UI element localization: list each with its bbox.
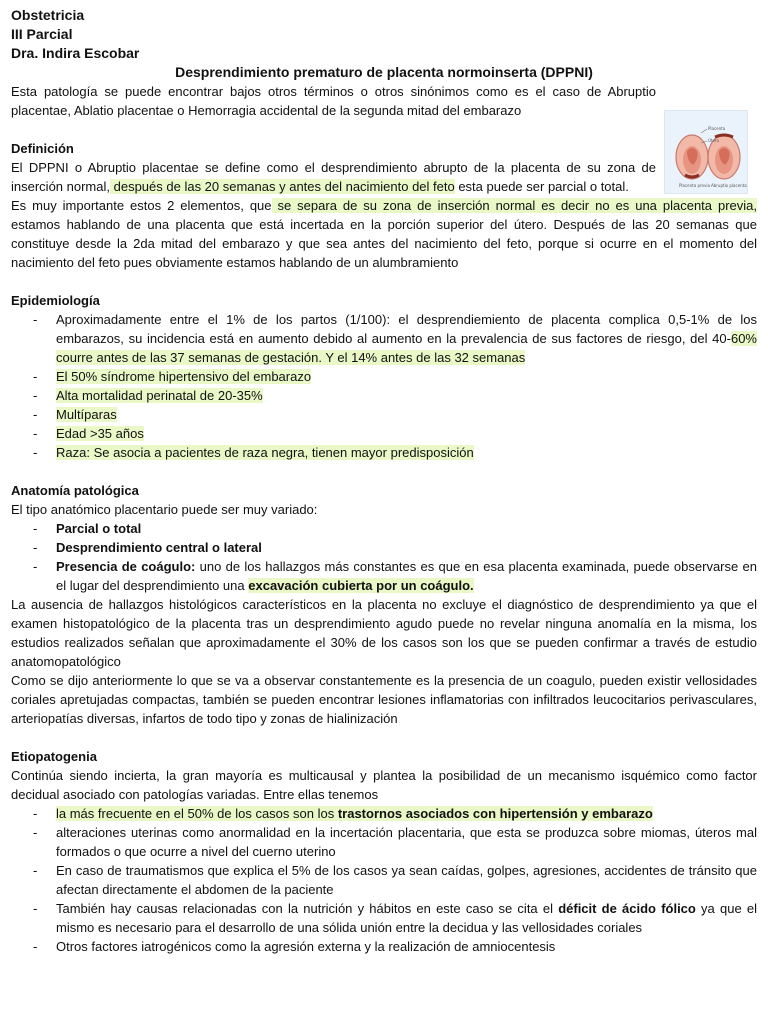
figure-caption-a: Placenta previa [679, 183, 710, 188]
text-span: la más frecuente en el 50% de los casos son los [56, 806, 338, 821]
text-span: estamos hablando de una placenta que está incertada en la porción superior del útero. Después de las 20 semanas que constituye desde la 2da mitad del embarazo y que sea antes del nacimiento del feto, porque si ocurre en el momento del nacimiento del feto pues obviamente estamos hablando de un alumbramiento [11, 217, 757, 270]
section-heading-anatomia: Anatomía patológica [11, 483, 139, 498]
section-heading-definicion: Definición [11, 141, 74, 156]
text-span: esta puede ser parcial o total. [454, 179, 629, 194]
highlight-span: se separa de su zona de inserción normal es decir no es una placenta previa, [271, 198, 757, 213]
etiology-lead: Continúa siendo incierta, la gran mayoría es multicausal y plantea la posibilidad de un mecanismo isquémico como factor decidual asociado con patologías variadas. Entre ellas tenemos [11, 768, 757, 802]
text-span: También hay causas relacionadas con la nutrición y hábitos en este caso se cita el [56, 901, 559, 916]
text-span: Aproximadamente entre el 1% de los partos (1/100): el desprendiemiento de placenta complica 0,5-1% de los embarazos, su incidencia está en aumento debido al aumento en la prevalencia de sus factores de riesgo, del 40- [56, 312, 757, 346]
list-item [11, 557, 757, 595]
list-item [11, 405, 757, 424]
section-heading-epidemiologia: Epidemiología [11, 293, 100, 308]
text-span: ya que el mismo es necesario para el desarrollo de una sólida unión entre la decidua y las vellosidades coriales [56, 901, 757, 935]
bold-text: Parcial o total [56, 521, 142, 536]
document-title: Desprendimiento prematuro de placenta normoinserta (DPPNI) [175, 64, 593, 80]
bold-text: Desprendimiento central o lateral [56, 540, 262, 555]
placenta-illustration [664, 110, 748, 194]
anatomy-paragraph-1: La ausencia de hallazgos histológicos característicos en la placenta no excluye el diagnóstico de desprendimiento ya que el examen histopatológico de la placenta tras un desprendimiento agudo puede no revelar ninguna anomalía en la misma, los estudios realizados señalan que aproximadamente el 30% de los casos son los que se pueden confirmar a través de estudio anatomopatológico [11, 597, 757, 669]
highlight-span: 60% courre antes de las 37 semanas de gestación. Y el 14% antes de las 32 semanas [56, 331, 757, 365]
list-item [11, 899, 757, 937]
list-item [11, 823, 757, 861]
partial-label: III Parcial [11, 26, 73, 42]
list-item [11, 310, 757, 367]
document-page [11, 6, 757, 956]
list-item [11, 804, 757, 823]
text-span: Otros factores iatrogénicos como la agresión externa y la realización de amniocentesis [56, 939, 556, 954]
list-item [11, 443, 757, 462]
highlight-span: después de las 20 semanas y antes del nacimiento del feto [110, 179, 455, 194]
highlight-span: Multíparas [56, 407, 117, 422]
definition-paragraph-2 [11, 196, 757, 272]
definition-paragraph-1 [11, 158, 656, 196]
figure-label-a: Placenta [708, 126, 726, 131]
list-item [11, 538, 757, 557]
bold-text: Presencia de coágulo: [56, 559, 196, 574]
figure-label-b: Útero [708, 138, 719, 143]
figure-caption-b: Abruptio placentae [711, 183, 747, 188]
text-span: Es muy importante estos 2 elementos, que [11, 198, 272, 213]
list-item [11, 367, 757, 386]
highlight-span: El 50% síndrome hipertensivo del embarazo [56, 369, 312, 384]
anatomy-list [11, 519, 757, 595]
anatomy-lead: El tipo anatómico placentario puede ser muy variado: [11, 502, 318, 517]
highlight-span [56, 806, 653, 821]
list-item [11, 386, 757, 405]
section-heading-etiopatogenia: Etiopatogenia [11, 749, 97, 764]
anatomy-paragraph-2: Como se dijo anteriormente lo que se va a observar constantemente es la presencia de un coagulo, pueden existir vellosidades coriales apretujadas compactas, también se pueden encontrar lesiones inflamatorias con infiltrados leucocitarios perivasculares, arteriopatías diversas, infartos de todo tipo y zonas de hialinización [11, 673, 757, 726]
bold-text: trastornos asociados con hipertensión y embarazo [337, 806, 653, 821]
highlight-span: Edad >35 años [56, 426, 144, 441]
text-span: El DPPNI o Abruptio placentae se define como el desprendimiento abrupto de la placenta de su zona de inserción normal, [11, 160, 656, 194]
epidemiology-list [11, 310, 757, 462]
intro-paragraph: Esta patología se puede encontrar bajos otros términos o otros sinónimos como es el caso de Abruptio placentae, Ablatio placentae o Hemorragia accidental de la segunda mitad del embarazo [11, 84, 656, 118]
list-item [11, 861, 757, 899]
teacher-name: Dra. Indira Escobar [11, 45, 140, 61]
text-span: uno de los hallazgos más constantes es que en esa placenta examinada, puede observarse en el lugar del desprendimiento una [56, 559, 757, 593]
list-item [11, 519, 757, 538]
list-item [11, 424, 757, 443]
etiology-list [11, 804, 757, 956]
text-span: alteraciones uterinas como anormalidad en la incertación placentaria, que esta se produzca sobre miomas, úteros mal formados o que ocurre a nivel del cuerno uterino [56, 825, 757, 859]
highlight-span: Raza: Se asocia a pacientes de raza negra, tienen mayor predisposición [56, 445, 474, 460]
highlight-span: Alta mortalidad perinatal de 20-35% [56, 388, 263, 403]
text-span: En caso de traumatismos que explica el 5% de los casos ya sean caídas, golpes, agresiones, accidentes de tránsito que afectan directamente el abdomen de la paciente [56, 863, 757, 897]
list-item [11, 937, 757, 956]
uterus-diagram-icon [665, 111, 747, 193]
course-name: Obstetricia [11, 7, 85, 23]
highlight-span: excavación cubierta por un coágulo. [248, 578, 474, 593]
bold-text: déficit de ácido fólico [558, 901, 696, 916]
